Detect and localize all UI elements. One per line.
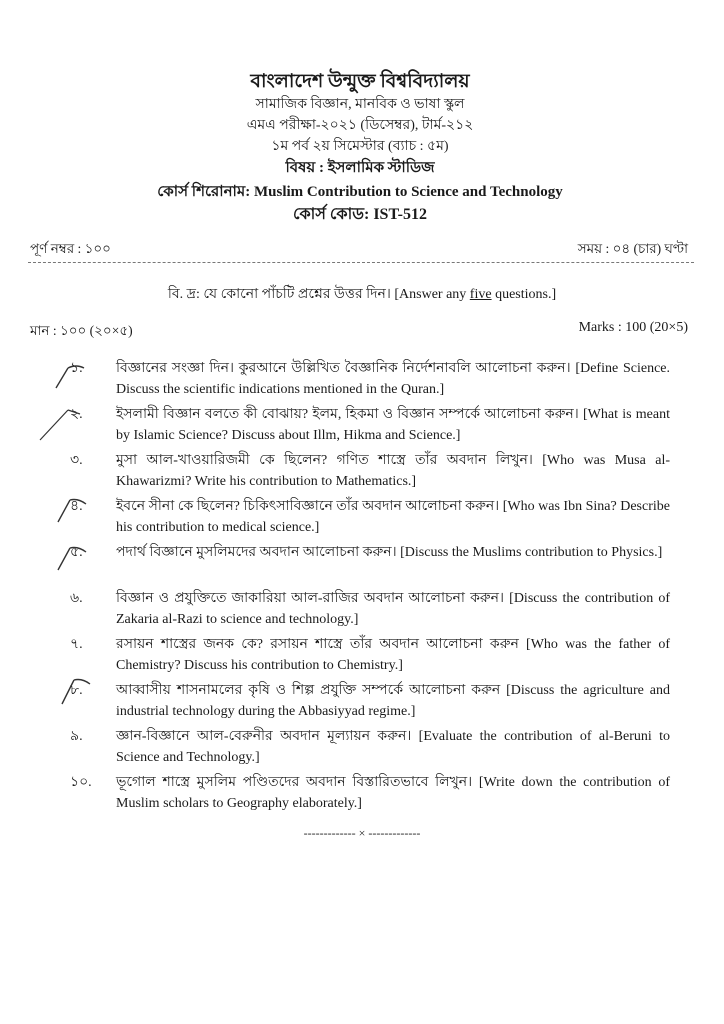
question-text: ভূগোল শাস্ত্রে মুসলিম পণ্ডিতদের অবদান বিস্তারিতভাবে লিখুন। [Write down the contribution of Muslim scholars to Geography elaborately.] [116,775,670,811]
university-name: বাংলাদেশ উন্মুক্ত বিশ্ববিদ্যালয় [250,71,470,92]
question-item [70,680,670,722]
pen-tick-mark [56,496,90,526]
question-number: ৬. [70,591,83,606]
question-item [70,358,670,400]
question-list [70,358,670,818]
semester-info: ১ম পর্ব ২য় সিমেস্টার (ব্যাচ : ৫ম) [271,139,449,154]
marks-english: Marks : 100 (20×5) [578,320,688,335]
question-number: ২. [70,407,83,422]
question-item [70,542,670,584]
pen-tick-mark [54,362,88,392]
question-number: ৫. [70,545,83,560]
question-number: ৯. [70,729,83,744]
question-text: আব্বাসীয় শাসনামলের কৃষি ও শিল্প প্রযুক্তি সম্পর্কে আলোচনা করুন [Discuss the agriculture and industrial technology during the Abbasiyyad regime.] [116,683,670,719]
question-text: রসায়ন শাস্ত্রের জনক কে? রসায়ন শাস্ত্রে তাঁর অবদান আলোচনা করুন [Who was the father of Chemistry? Discuss his contribution to Chemistry.] [116,637,670,673]
subject-name: বিষয় : ইসলামিক স্টাডিজ [285,160,435,176]
exam-name: এমএ পরীক্ষা-২০২১ (ডিসেম্বর), টার্ম-২১২ [246,118,474,133]
instruction-note [0,282,724,306]
note-suffix: questions.] [491,287,557,302]
question-item [70,726,670,768]
question-text: মুসা আল-খাওয়ারিজমী কে ছিলেন? গণিত শাস্ত্রে তাঁর অবদান লিখুন। [Who was Musa al-Khawarizmi? Write his contribution to Mathematics.] [116,453,670,489]
pen-tick-mark [38,404,82,444]
question-item [70,588,670,630]
question-text: বিজ্ঞান ও প্রযুক্তিতে জাকারিয়া আল-রাজির অবদান আলোচনা করুন। [Discuss the contribution of Zakaria al-Razi to science and technology.] [116,591,670,627]
question-item [70,772,670,814]
question-text: বিজ্ঞানের সংজ্ঞা দিন। কুরআনে উল্লিখিত বৈজ্ঞানিক নির্দেশনাবলি আলোচনা করুন। [Define Science. Discuss the scientific indications mentioned in the Quran.] [116,361,670,397]
pen-tick-mark [60,676,94,708]
marks-bengali: মান : ১০০ (২০×৫) [30,323,133,338]
question-text: ইসলামী বিজ্ঞান বলতে কী বোঝায়? ইলম, হিকমা ও বিজ্ঞান সম্পর্কে আলোচনা করুন। [What is meant by Islamic Science? Discuss about Illm, Hikma and Science.] [116,407,670,443]
note-prefix: বি. দ্র: যে কোনো পাঁচটি প্রশ্নের উত্তর দিন। [Answer any [167,287,470,302]
question-text: ইবনে সীনা কে ছিলেন? চিকিৎসাবিজ্ঞানে তাঁর অবদান আলোচনা করুন। [Who was Ibn Sina? Describe his contribution to medical science.] [116,499,670,535]
question-item [70,496,670,538]
end-mark: ------------- × ------------- [303,826,421,840]
question-text: জ্ঞান-বিজ্ঞানে আল-বেরুনীর অবদান মূল্যায়ন করুন। [Evaluate the contribution of al-Beruni to Science and Technology.] [116,729,670,765]
question-item [70,450,670,492]
question-number: ৪. [70,499,83,514]
header-divider [28,262,694,263]
question-item [70,634,670,676]
question-number: ১০. [70,775,92,790]
exam-header [60,70,660,227]
course-code: কোর্স কোড: IST-512 [293,206,427,223]
question-number: ১. [70,361,83,376]
course-title: কোর্স শিরোনাম: Muslim Contribution to Science and Technology [157,184,563,200]
school-name: সামাজিক বিজ্ঞান, মানবিক ও ভাষা স্কুল [255,97,465,112]
question-number: ৭. [70,637,83,652]
question-item [70,404,670,446]
question-number: ৩. [70,453,83,468]
full-marks: পূর্ণ নম্বর : ১০০ [30,241,111,256]
question-text: পদার্থ বিজ্ঞানে মুসলিমদের অবদান আলোচনা করুন। [Discuss the Muslims contribution to Physics.] [116,545,663,560]
note-emphasis: five [469,287,492,302]
exam-time: সময় : ০৪ (চার) ঘণ্টা [577,241,688,256]
pen-tick-mark [56,544,90,574]
question-number: ৮. [70,683,83,698]
